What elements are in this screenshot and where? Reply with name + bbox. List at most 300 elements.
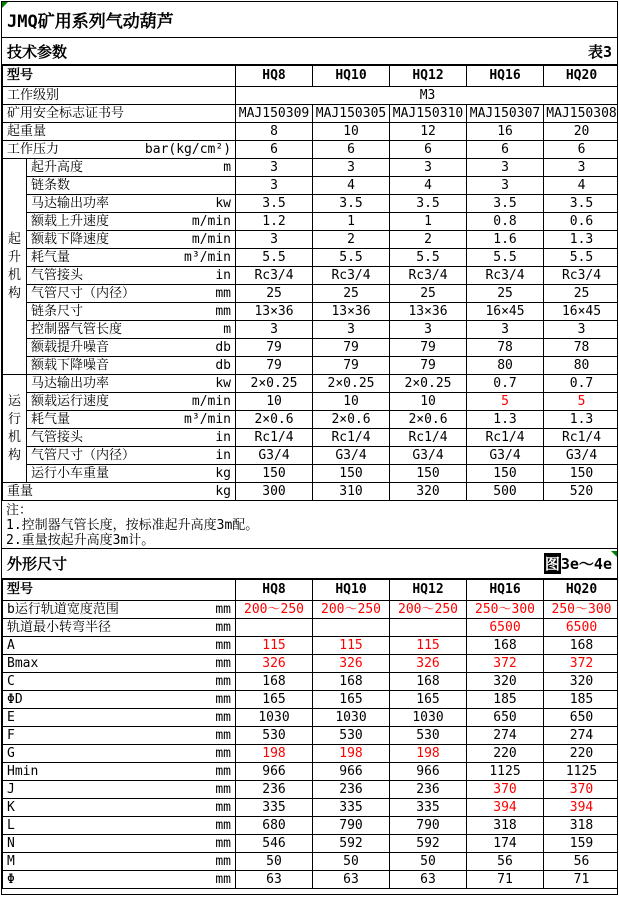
value-cell: 25 [390,285,467,303]
value-cell: 3 [236,231,313,249]
value-cell: 318 [544,817,619,835]
parameter-unit: mm [215,872,231,887]
value-cell: 1 [313,213,390,231]
row-label [3,601,235,618]
value-cell: 680 [236,817,313,835]
parameter-unit: mm [215,782,231,797]
cell-indicator-icon [611,551,617,557]
value-cell: 335 [236,799,313,817]
row-label [3,655,235,672]
parameter-unit: mm [215,286,232,301]
value-cell: 6 [236,141,313,159]
parameter-unit: mm [215,710,231,725]
value-cell: 3 [544,321,618,339]
row-label-cell [27,339,236,357]
parameter-unit: m³/min [184,250,232,265]
parameter-name: K [7,800,15,815]
parameter-unit: mm [215,638,231,653]
value-cell: 3.5 [236,195,313,213]
row-label [3,727,235,744]
value-cell: 966 [313,763,390,781]
value-cell: 1.2 [236,213,313,231]
row-label [3,619,235,636]
value-cell: 185 [467,691,544,709]
parameter-name: 马达输出功率 [31,376,110,391]
parameter-name: 重量 [7,484,34,499]
value-cell: 372 [467,655,544,673]
value-cell: 3 [467,177,544,195]
value-cell: 13×36 [390,303,467,321]
table-row [3,267,619,285]
row-label [27,213,235,230]
parameter-name: 运行小车重量 [31,466,110,481]
row-label [27,357,235,374]
parameter-unit: mm [215,692,231,707]
value-cell [236,619,313,637]
value-cell: 79 [236,357,313,375]
parameter-name: 额载提升噪音 [31,340,110,355]
value-cell: 5.5 [313,249,390,267]
value-cell: 165 [236,691,313,709]
model-header-hq8: HQ8 [236,66,313,87]
row-label-cell [27,267,236,285]
value-cell: 10 [236,393,313,411]
value-cell: 50 [313,853,390,871]
row-label-cell [27,195,236,213]
value-cell: 3 [313,159,390,177]
value-cell [390,619,467,637]
value-cell: 8 [236,123,313,141]
value-cell: G3/4 [313,447,390,465]
table-row [3,303,619,321]
value-cell: 3 [390,321,467,339]
row-label-cell [3,871,236,889]
table-row [3,727,619,745]
value-cell: 3.5 [544,195,618,213]
row-label-cell [3,835,236,853]
value-cell: 174 [467,835,544,853]
row-label-cell [3,691,236,709]
value-cell: 198 [313,745,390,763]
table-row [3,691,619,709]
value-cell: 790 [390,817,467,835]
value-cell: 71 [544,871,619,889]
value-cell: 394 [467,799,544,817]
value-cell: 370 [467,781,544,799]
value-cell: 1030 [236,709,313,727]
row-label [3,835,235,852]
table-header-row [3,580,619,601]
table-row [3,321,619,339]
row-label-cell [3,483,236,501]
value-cell: 79 [313,357,390,375]
table-row [3,871,619,889]
row-label [27,159,235,176]
value-cell: 530 [313,727,390,745]
parameter-name: 矿用安全标志证书号 [7,106,125,121]
value-cell: G3/4 [467,447,544,465]
table-row [3,835,619,853]
note-line: 1.控制器气管长度，按标准起升高度3m配。 [6,518,259,533]
table-row [3,709,619,727]
parameter-unit: m [223,322,232,337]
value-cell: 3.5 [313,195,390,213]
row-label [27,267,235,284]
value-cell: 372 [544,655,619,673]
value-cell: 520 [544,483,618,501]
value-cell: 4 [390,177,467,195]
row-label-cell [3,655,236,673]
value-cell: 3.5 [467,195,544,213]
value-cell: 13×36 [236,303,313,321]
value-cell: 546 [236,835,313,853]
dims-section-header [2,549,617,579]
parameter-name: G [7,746,15,761]
value-cell: 10 [390,393,467,411]
value-cell: 3 [544,159,618,177]
table-row [3,285,619,303]
value-cell: 2×0.6 [390,411,467,429]
parameter-name: 额载上升速度 [31,214,110,229]
value-cell: 78 [467,339,544,357]
parameter-unit: mm [215,602,231,617]
row-label [3,141,235,158]
value-cell: MAJ150305 [313,105,390,123]
row-label [3,853,235,870]
row-label-cell [27,429,236,447]
value-cell: 5.5 [467,249,544,267]
table-row [3,853,619,871]
value-cell: 16×45 [467,303,544,321]
table-row [3,817,619,835]
row-label-cell [3,853,236,871]
value-cell: Rc1/4 [390,429,467,447]
table-row [3,123,619,141]
value-cell: 10 [313,393,390,411]
notes-block [2,501,617,549]
value-cell: 3 [236,177,313,195]
value-cell: MAJ150307 [467,105,544,123]
value-cell: 0.8 [467,213,544,231]
vertical-group-text [3,231,26,303]
parameter-name: 气管接头 [31,268,84,283]
parameter-name: F [7,728,15,743]
row-label-cell [27,231,236,249]
model-column-header: 型号 [3,580,236,601]
parameter-name: L [7,818,15,833]
value-cell [313,619,390,637]
row-label-cell [3,799,236,817]
row-label-cell [27,447,236,465]
row-label [27,465,235,482]
value-cell: 78 [544,339,618,357]
row-label [3,637,235,654]
table-row [3,637,619,655]
parameter-unit: db [215,358,232,373]
row-label [3,781,235,798]
value-cell: 20 [544,123,618,141]
group-char: 机 [7,429,21,445]
tech-section-header [2,38,617,65]
model-header-hq20: HQ20 [544,66,618,87]
value-cell: 6 [313,141,390,159]
parameter-unit: mm [215,674,231,689]
row-label [27,447,235,464]
parameter-name: Φ [7,872,15,887]
parameter-unit: kg [215,466,232,481]
row-label [3,123,235,140]
table-row [3,655,619,673]
row-label-cell [3,781,236,799]
value-cell: 150 [313,465,390,483]
value-cell: 25 [544,285,618,303]
value-cell: 5 [467,393,544,411]
value-cell: 1 [390,213,467,231]
parameter-unit: kw [215,196,232,211]
table-row [3,465,619,483]
row-label [3,483,235,500]
value-cell: Rc1/4 [467,429,544,447]
value-cell: 150 [544,465,618,483]
value-cell: 115 [390,637,467,655]
table-row [3,483,619,501]
parameter-unit: mm [215,836,231,851]
model-header-hq20: HQ20 [544,580,619,601]
value-cell: 13×36 [313,303,390,321]
value-cell: Rc3/4 [544,267,618,285]
value-cell: 56 [467,853,544,871]
row-label-cell [27,177,236,195]
value-cell: 5 [544,393,618,411]
row-label-cell [3,141,236,159]
table-row [3,411,619,429]
value-cell: 3 [236,321,313,339]
row-label-cell [3,123,236,141]
value-cell: 12 [390,123,467,141]
parameter-name: 气管尺寸（内径） [31,286,136,301]
value-cell: Rc1/4 [313,429,390,447]
group-char: 起 [7,231,21,247]
value-cell: 168 [236,673,313,691]
row-label-cell [3,87,236,105]
value-cell: Rc3/4 [390,267,467,285]
figure-reference [544,553,612,574]
parameter-name: C [7,674,15,689]
table-row [3,159,619,177]
value-cell: 200～250 [236,601,313,619]
value-cell: 10 [313,123,390,141]
row-label-cell [27,411,236,429]
value-cell: 63 [236,871,313,889]
dims-table-head [3,580,619,601]
value-cell: 5.5 [544,249,618,267]
value-cell: 650 [544,709,619,727]
value-cell: 966 [390,763,467,781]
parameter-unit: m/min [191,232,232,247]
value-cell: 326 [236,655,313,673]
value-cell: 320 [467,673,544,691]
tech-parameters-table [2,65,618,501]
row-label [3,709,235,726]
model-header-hq16: HQ16 [467,66,544,87]
value-cell: 16×45 [544,303,618,321]
value-cell: MAJ150310 [390,105,467,123]
row-label-cell [3,817,236,835]
row-label [27,285,235,302]
model-header-hq12: HQ12 [390,580,467,601]
parameter-unit: m/min [191,214,232,229]
parameter-name: N [7,836,15,851]
value-cell: 159 [544,835,619,853]
parameter-name: 气管尺寸（内径） [31,448,136,463]
row-label-cell [3,709,236,727]
parameter-unit: in [215,268,232,283]
value-cell: 2×0.25 [313,375,390,393]
value-cell: 320 [390,483,467,501]
value-cell: G3/4 [544,447,618,465]
value-cell: 320 [544,673,619,691]
row-label-cell [27,465,236,483]
parameter-name: 耗气量 [31,250,71,265]
parameter-name: 链条尺寸 [31,304,84,319]
value-cell: G3/4 [236,447,313,465]
value-cell: 592 [390,835,467,853]
value-cell: 274 [544,727,619,745]
value-cell: 6 [467,141,544,159]
table-row [3,619,619,637]
value-cell: 165 [390,691,467,709]
value-cell: 115 [313,637,390,655]
figure-icon: 图 [544,555,560,573]
value-cell: 79 [313,339,390,357]
group-char: 构 [7,447,21,463]
value-cell: 1030 [313,709,390,727]
value-cell: 25 [236,285,313,303]
value-cell: 1.3 [544,231,618,249]
parameter-name: 轨道最小转弯半径 [7,620,112,635]
value-cell: Rc1/4 [236,429,313,447]
parameter-unit: in [215,448,232,463]
value-cell: 6500 [467,619,544,637]
parameter-name: E [7,710,15,725]
parameter-name: 额载下降速度 [31,232,110,247]
value-cell: 71 [467,871,544,889]
row-label-cell [27,357,236,375]
value-cell: 79 [236,339,313,357]
row-label-cell [3,105,236,123]
value-cell: 236 [236,781,313,799]
group-char: 机 [7,267,21,283]
value-cell: 79 [390,339,467,357]
value-cell: 1.6 [467,231,544,249]
row-label-cell [3,637,236,655]
parameter-name: 额载下降噪音 [31,358,110,373]
parameter-unit: db [215,340,232,355]
value-cell: 0.7 [467,375,544,393]
table-row [3,799,619,817]
parameter-unit: mm [215,818,231,833]
value-cell: 200～250 [390,601,467,619]
value-cell: 50 [236,853,313,871]
dims-table-body [3,601,619,889]
value-cell: 4 [313,177,390,195]
value-cell: 394 [544,799,619,817]
row-label-cell [3,727,236,745]
value-cell: MAJ150309 [236,105,313,123]
tech-section-title: 技术参数 [7,42,68,61]
value-cell: 0.6 [544,213,618,231]
value-cell: 5.5 [390,249,467,267]
parameter-unit: m³/min [184,412,232,427]
value-cell: 56 [544,853,619,871]
table-row [3,429,619,447]
row-label [27,249,235,266]
table-row [3,213,619,231]
row-label [27,321,235,338]
value-cell: 310 [313,483,390,501]
row-label [27,429,235,446]
value-cell: 25 [313,285,390,303]
parameter-name: 链条数 [31,178,71,193]
group-char: 运 [7,393,21,409]
row-label [27,411,235,428]
parameter-unit: mm [215,800,231,815]
row-label [27,375,235,392]
value-cell: 2 [390,231,467,249]
value-cell: 168 [467,637,544,655]
value-cell: 3.5 [390,195,467,213]
value-cell: 2×0.25 [236,375,313,393]
tech-table-head [3,66,619,87]
value-cell: Rc3/4 [467,267,544,285]
value-cell: 3 [313,321,390,339]
row-label-cell [27,303,236,321]
table-row [3,601,619,619]
parameter-name: 起升高度 [31,160,84,175]
value-cell: 168 [544,637,619,655]
row-label-cell [27,285,236,303]
group-char: 升 [7,249,21,265]
value-cell: 80 [544,357,618,375]
parameter-name: ΦD [7,692,23,707]
parameter-unit: kg [215,484,232,499]
group-label-travel [3,375,27,483]
value-cell: 80 [467,357,544,375]
vertical-group-text [3,393,26,465]
note-line: 2.重量按起升高度3m计。 [6,533,155,548]
row-label [27,231,235,248]
parameter-unit: mm [215,764,231,779]
row-label-cell [27,375,236,393]
group-char: 构 [7,285,21,301]
value-cell: MAJ150308 [544,105,618,123]
row-label [27,195,235,212]
value-cell: 370 [544,781,619,799]
value-cell: 650 [467,709,544,727]
value-cell: 2×0.6 [236,411,313,429]
table-row [3,177,619,195]
value-cell: G3/4 [390,447,467,465]
parameter-name: Bmax [7,656,39,671]
model-header-hq8: HQ8 [236,580,313,601]
table-row [3,673,619,691]
group-char: 行 [7,411,21,427]
parameter-unit: m [223,160,232,175]
figure-range: 3e～4e [560,555,612,573]
value-cell: 200～250 [313,601,390,619]
parameter-name: 耗气量 [31,412,71,427]
parameter-name: 起重量 [7,124,47,139]
